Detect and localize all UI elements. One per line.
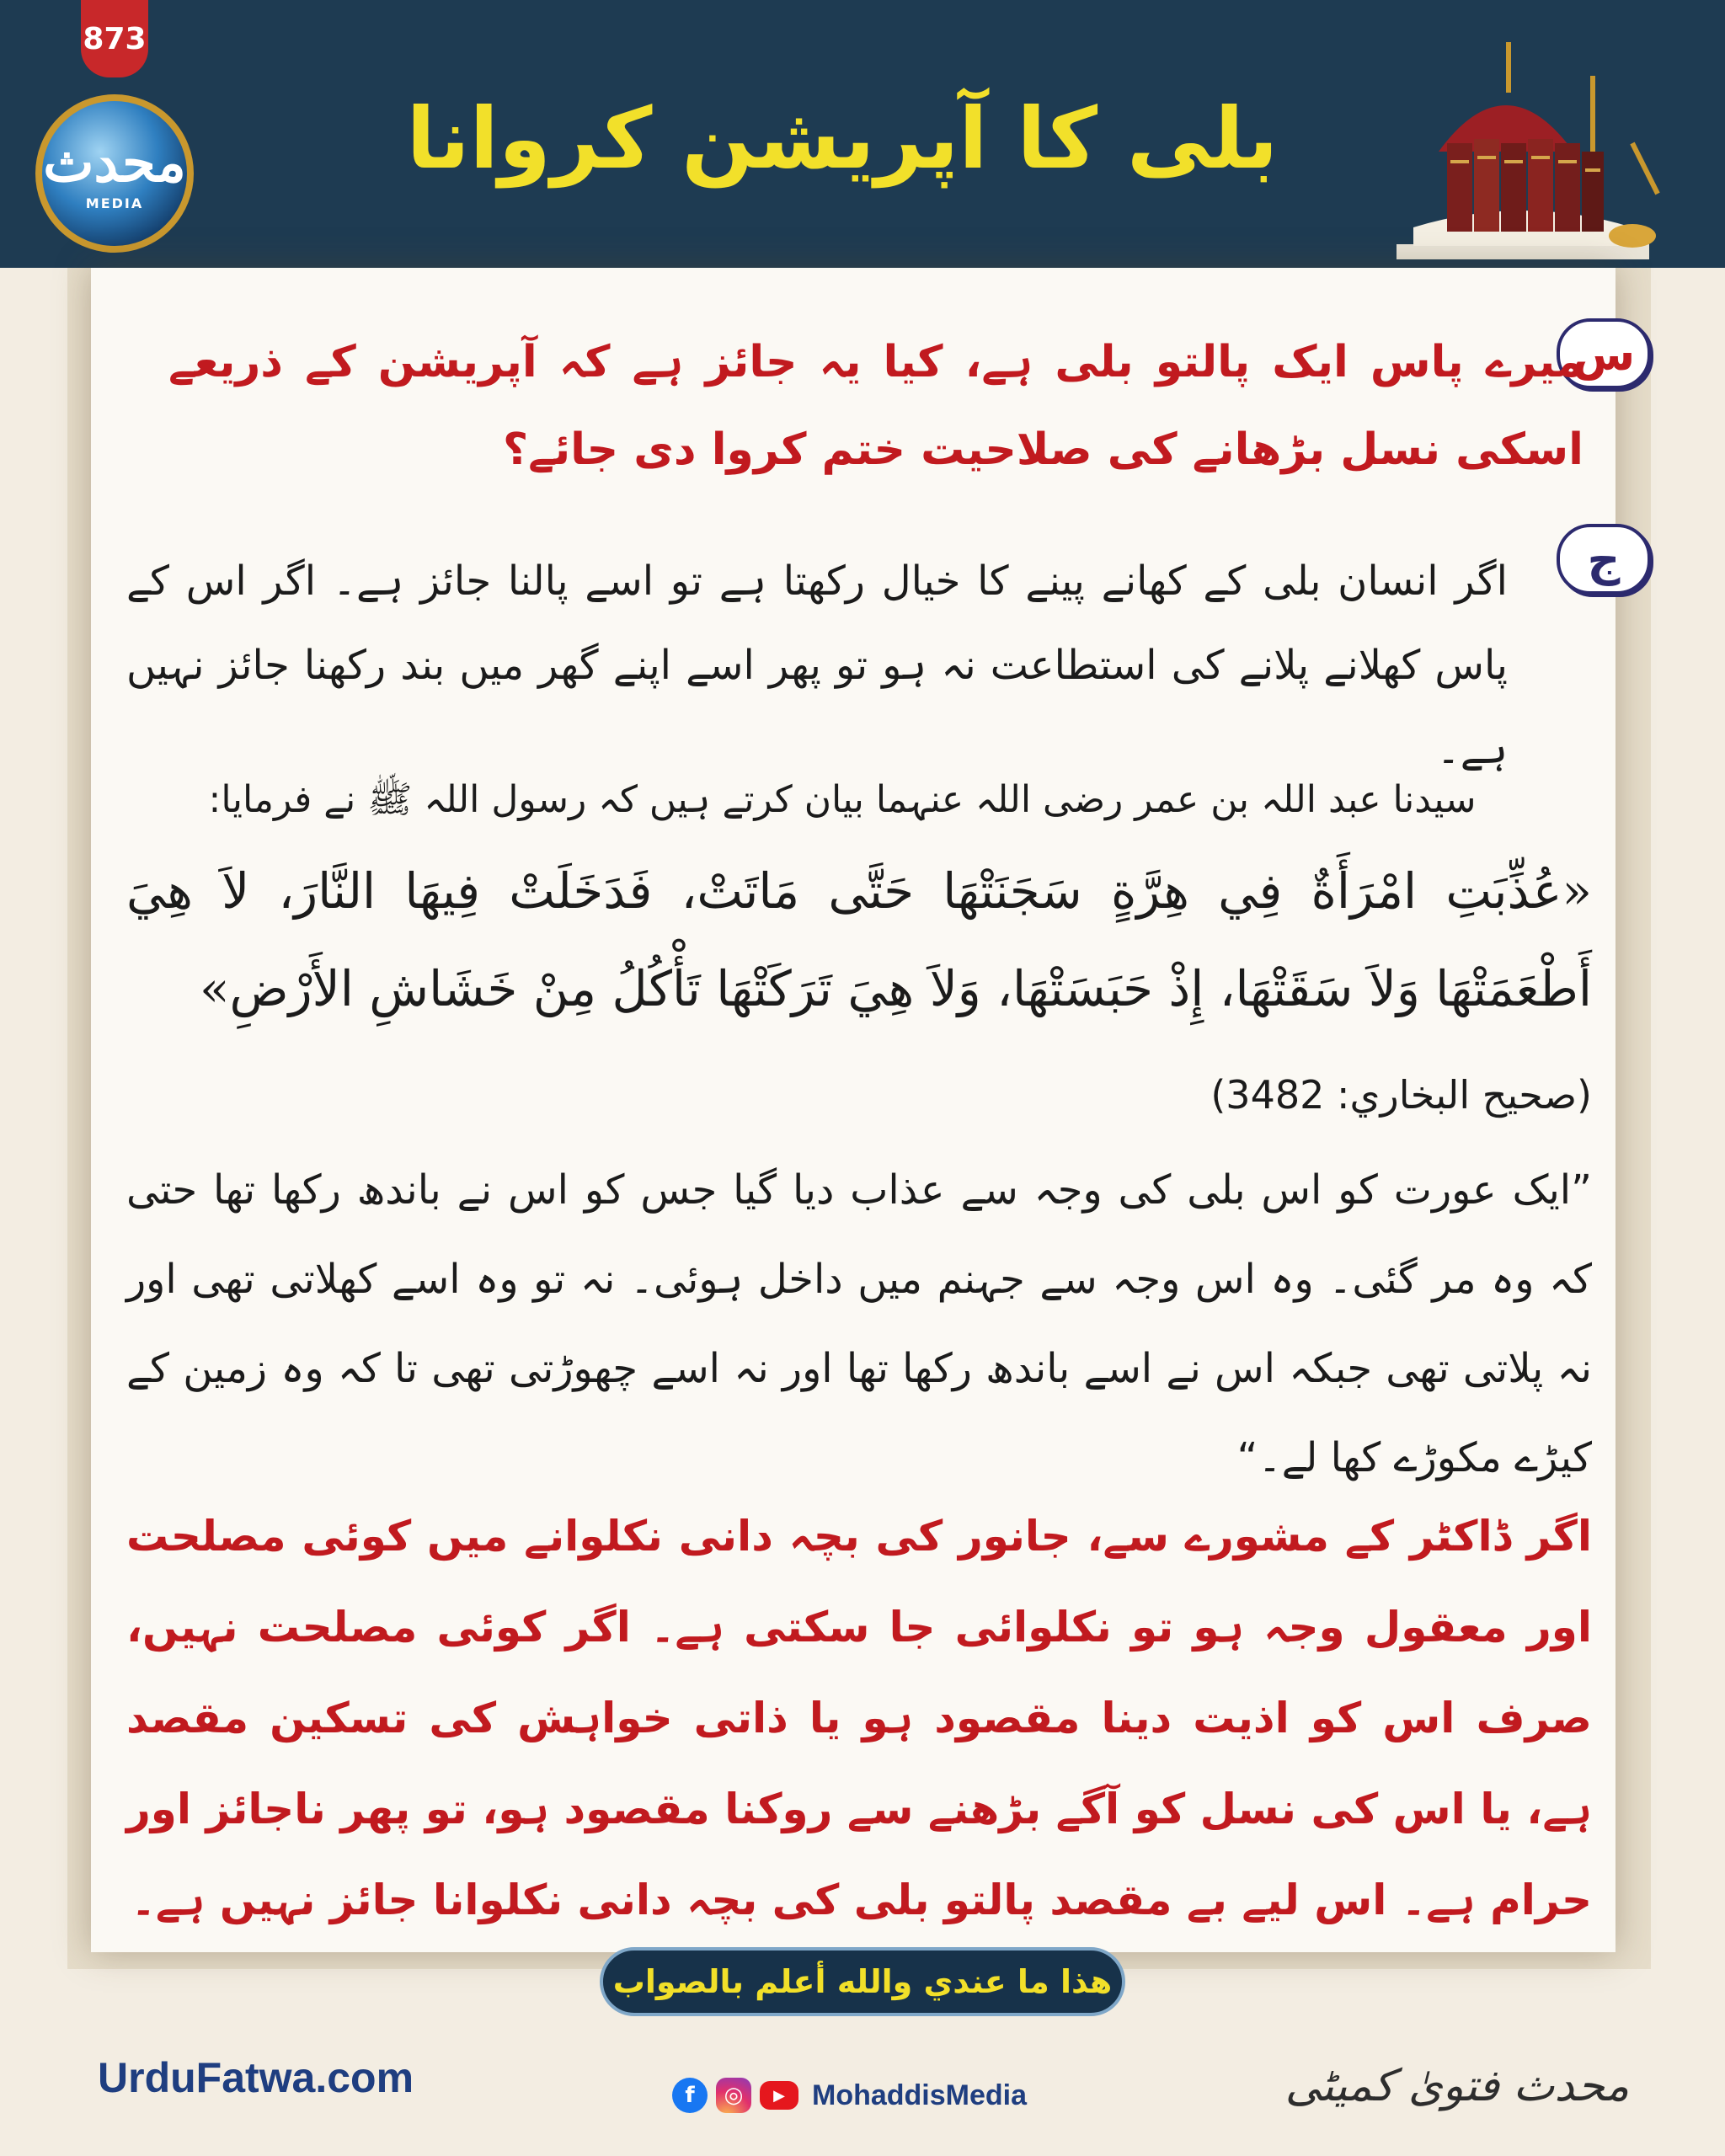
website-link[interactable]: UrduFatwa.com <box>98 2054 414 2101</box>
social-links <box>672 2073 1027 2117</box>
instagram-icon[interactable]: ◎ <box>716 2078 751 2113</box>
ruling-text: اگر ڈاکٹر کے مشورے سے، جانور کی بچہ دانی نکلوانے میں کوئی مصلحت اور معقول وجہ ہو تو نکلوائی جا سکتی ہے۔ اگر کوئی مصلحت نہیں، صرف اس کو اذیت دینا مقصود ہو یا ذاتی خواہش کی تسکین مقصد ہے، یا اس کی نسل کو آگے بڑھنے سے روکنا مقصود ہو، تو پھر ناجائز اور حرام ہے۔ اس لیے بے مقصد پالتو بلی کی بچہ دانی نکلوانا جائز نہیں ہے۔ <box>126 1512 1592 1924</box>
header-banner <box>0 0 1725 268</box>
hadith-reference: (صحيح البخاري: 3482) <box>1210 1072 1592 1118</box>
page-title: بلی کا آپریشن کروانا <box>406 89 1279 188</box>
committee-signature: محدث فتویٰ کمیٹی <box>1284 2061 1630 2111</box>
fatwa-number-badge: 873 <box>81 0 148 77</box>
mohaddis-media-logo <box>35 94 194 253</box>
hadith-citation-intro: سیدنا عبد اللہ بن عمر رضی اللہ عنہما بیان کرتے ہیں کہ رسول اللہ ﷺ نے فرمایا: <box>208 778 1477 821</box>
hadith-translation: ”ایک عورت کو اس بلی کی وجہ سے عذاب دیا گیا جس کو اس نے باندھ رکھا تھا حتی کہ وہ مر گئی۔ وہ اس وجہ سے جہنم میں داخل ہوئی۔ نہ تو وہ اسے کھلاتی تھی اور نہ پلاتی تھی جبکہ اس نے اسے باندھ رکھا تھا اور نہ اسے چھوڑتی تھی تا کہ وہ زمین کے کیڑے مکوڑے کھا لے۔“ <box>126 1166 1593 1481</box>
social-handle[interactable]: MohaddisMedia <box>812 2079 1028 2111</box>
closing-statement: هذا ما عندي والله أعلم بالصواب <box>600 1947 1125 2016</box>
question-text: میرے پاس ایک پالتو بلی ہے، کیا یہ جائز ہے کہ آپریشن کے ذریعے اسکی نسل بڑھانے کی صلاحیت ختم کروا دی جائے؟ <box>168 337 1583 475</box>
answer-marker-icon: ج <box>1557 524 1651 595</box>
mosque-books-illustration <box>1380 25 1666 270</box>
hadith-arabic-text: «عُذِّبَتِ امْرَأَةٌ فِي هِرَّةٍ سَجَنَتْهَا حَتَّى مَاتَتْ، فَدَخَلَتْ فِيهَا النَّارَ، لاَ هِيَ أَطْعَمَتْهَا وَلاَ سَقَتْهَا، إِذْ حَبَسَتْهَا، وَلاَ هِيَ تَرَكَتْهَا تَأْكُلُ مِنْ خَشَاشِ الأَرْضِ» <box>126 862 1592 1017</box>
answer-intro: اگر انسان بلی کے کھانے پینے کا خیال رکھتا ہے تو اسے پالنا جائز ہے۔ اگر اس کے پاس کھلانے پلانے کی استطاعت نہ ہو تو پھر اسے اپنے گھر میں بند رکھنا جائز نہیں ہے۔ <box>126 558 1508 773</box>
youtube-icon[interactable]: ▶ <box>760 2081 798 2110</box>
facebook-icon[interactable]: f <box>672 2078 708 2113</box>
logo-text: محدث <box>43 131 186 195</box>
question-marker-icon: س <box>1557 318 1651 389</box>
logo-subtext: MEDIA <box>85 195 144 211</box>
